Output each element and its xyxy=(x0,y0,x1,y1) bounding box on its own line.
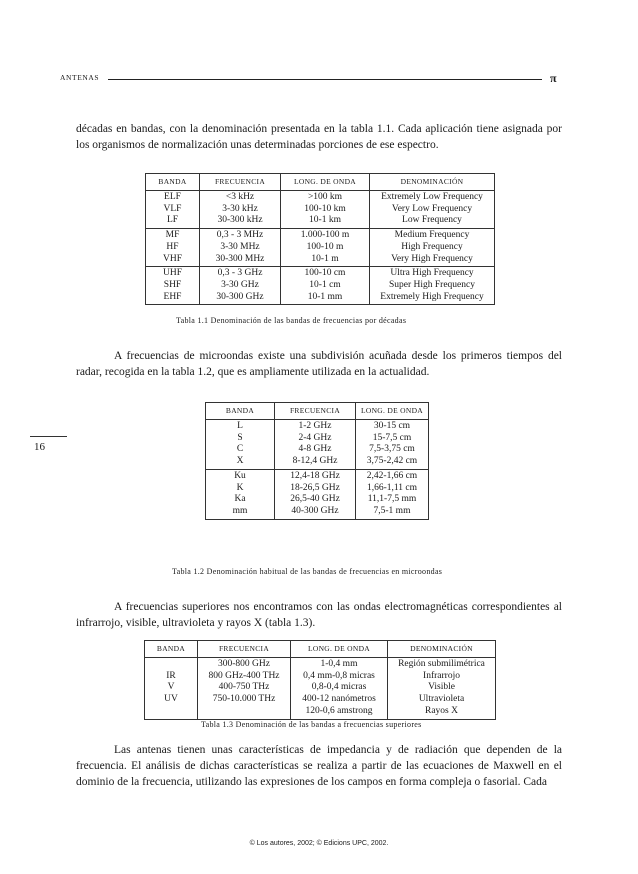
table-cell: 2,42-1,66 cm 1,66-1,11 cm 11,1-7,5 mm 7,5-1 mm xyxy=(356,469,429,519)
pi-logo-icon: π xyxy=(550,71,557,85)
table-row xyxy=(146,191,495,229)
table-cell: <3 kHz 3-30 kHz 30-300 kHz xyxy=(200,191,281,229)
table-row xyxy=(206,420,429,470)
table-cell: IR V UV xyxy=(145,658,198,720)
table-2-header-banda: BANDA xyxy=(206,403,275,420)
page-number: 16 xyxy=(34,441,45,453)
table-1-header-long-onda: LONG. DE ONDA xyxy=(281,174,370,191)
table-3-higher-frequencies xyxy=(144,640,496,720)
table-row xyxy=(145,658,496,720)
table-row xyxy=(206,469,429,519)
running-title: ANTENAS xyxy=(60,73,100,82)
table-3-header-denominacion: DENOMINACIÓN xyxy=(388,641,496,658)
table-2-header-frecuencia: FRECUENCIA xyxy=(275,403,356,420)
page-header xyxy=(60,72,560,88)
table-cell: Ku K Ka mm xyxy=(206,469,275,519)
table-cell: 30-15 cm 15-7,5 cm 7,5-3,75 cm 3,75-2,42 cm xyxy=(356,420,429,470)
table-1-header-denominacion: DENOMINACIÓN xyxy=(370,174,495,191)
paragraph-1: décadas en bandas, con la denominación presentada en la tabla 1.1. Cada aplicación tiene asignada por los organismos de normalización unas determinadas porciones de ese espectro. xyxy=(76,123,562,151)
table-cell: >100 km 100-10 km 10-1 km xyxy=(281,191,370,229)
copyright-footer: © Los autores, 2002; © Edicions UPC, 2002. xyxy=(249,840,389,847)
table-cell: Extremely Low Frequency Very Low Frequency Low Frequency xyxy=(370,191,495,229)
table-3-header-frecuencia: FRECUENCIA xyxy=(198,641,291,658)
table-row xyxy=(146,229,495,267)
table-cell: 0,3 - 3 MHz 3-30 MHz 30-300 MHz xyxy=(200,229,281,267)
table-row xyxy=(146,267,495,305)
table-cell: Medium Frequency High Frequency Very High Frequency xyxy=(370,229,495,267)
page-number-rule xyxy=(30,436,67,437)
table-cell: 300-800 GHz 800 GHz-400 THz 400-750 THz 750-10.000 THz xyxy=(198,658,291,720)
table-cell: Región submilimétrica Infrarrojo Visible Ultravioleta Rayos X xyxy=(388,658,496,720)
table-2-header-long-onda: LONG. DE ONDA xyxy=(356,403,429,420)
table-1-header-frecuencia: FRECUENCIA xyxy=(200,174,281,191)
table-1-caption: Tabla 1.1 Denominación de las bandas de frecuencias por décadas xyxy=(176,316,407,325)
table-1-frequency-decades xyxy=(145,173,495,305)
table-cell: 1.000-100 m 100-10 m 10-1 m xyxy=(281,229,370,267)
table-cell: Ultra High Frequency Super High Frequency Extremely High Frequency xyxy=(370,267,495,305)
table-2-microwave-bands xyxy=(205,402,429,520)
table-cell: 0,3 - 3 GHz 3-30 GHz 30-300 GHz xyxy=(200,267,281,305)
table-3-header-banda: BANDA xyxy=(145,641,198,658)
table-cell: ELF VLF LF xyxy=(146,191,200,229)
table-3-caption: Tabla 1.3 Denominación de las bandas a frecuencias superiores xyxy=(201,720,422,729)
paragraph-2: A frecuencias de microondas existe una subdivisión acuñada desde los primeros tiempos del radar, recogida en la tabla 1.2, que es ampliamente utilizada en la actualidad. xyxy=(76,350,562,378)
paragraph-4: Las antenas tienen unas características de impedancia y de radiación que dependen de la frecuencia. El análisis de dichas características se realiza a partir de las ecuaciones de Maxwell en el dominio de la frecuencia, utilizando las expresiones de los campos en forma compleja o fasorial. Cada xyxy=(76,744,562,788)
table-cell: 12,4-18 GHz 18-26,5 GHz 26,5-40 GHz 40-300 GHz xyxy=(275,469,356,519)
table-3-header-long-onda: LONG. DE ONDA xyxy=(291,641,388,658)
table-cell: 1-0,4 mm 0,4 mm-0,8 micras 0,8-0,4 micras 400-12 nanómetros 120-0,6 amstrong xyxy=(291,658,388,720)
header-rule xyxy=(108,79,542,80)
table-cell: 1-2 GHz 2-4 GHz 4-8 GHz 8-12,4 GHz xyxy=(275,420,356,470)
table-cell: L S C X xyxy=(206,420,275,470)
table-cell: MF HF VHF xyxy=(146,229,200,267)
table-1-header-banda: BANDA xyxy=(146,174,200,191)
paragraph-3: A frecuencias superiores nos encontramos con las ondas electromagnéticas correspondientes al infrarrojo, visible, ultravioleta y rayos X (tabla 1.3). xyxy=(76,601,562,629)
table-cell: UHF SHF EHF xyxy=(146,267,200,305)
table-cell: 100-10 cm 10-1 cm 10-1 mm xyxy=(281,267,370,305)
table-2-caption: Tabla 1.2 Denominación habitual de las bandas de frecuencias en microondas xyxy=(172,567,443,576)
